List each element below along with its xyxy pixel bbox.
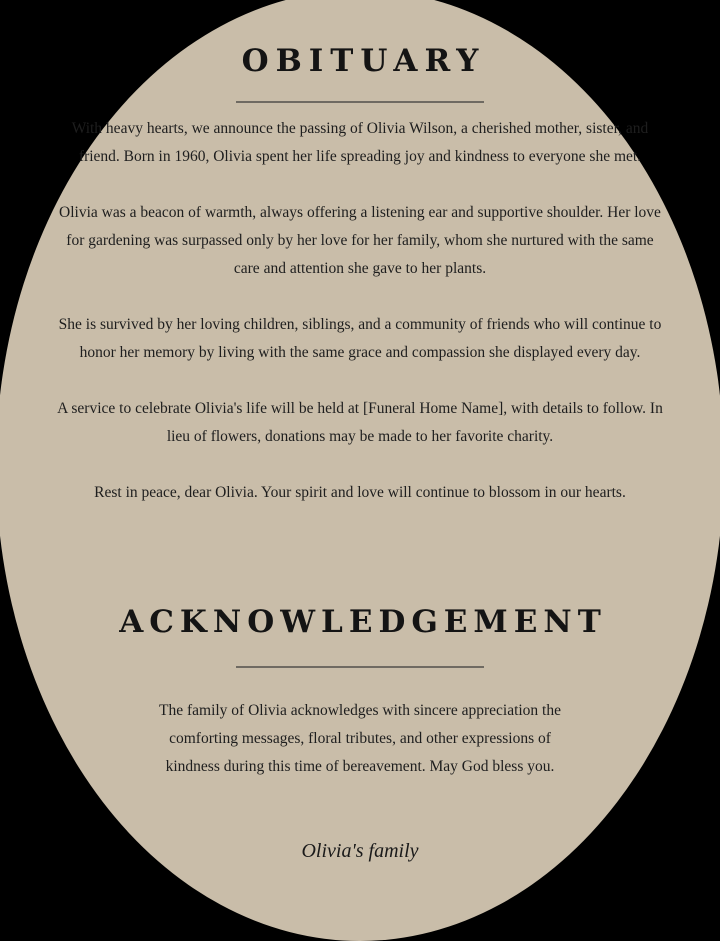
acknowledgement-divider xyxy=(236,666,484,668)
obituary-paragraph: She is survived by her loving children, siblings, and a community of friends who will continue to honor her memory by living with the same grace and compassion she displayed every day. xyxy=(58,316,662,361)
acknowledgement-text: The family of Olivia acknowledges with sincere appreciation the comforting messages, floral tributes, and other expressions of kindness during this time of bereavement. May God bless you. xyxy=(159,702,561,775)
obituary-title: OBITUARY xyxy=(241,43,486,79)
obituary-paragraph: A service to celebrate Olivia's life will be held at [Funeral Home Name], with details to follow. In lieu of flowers, donations may be made to her favorite charity. xyxy=(57,400,663,445)
obituary-paragraph: Olivia was a beacon of warmth, always offering a listening ear and supportive shoulder. Her love for gardening was surpassed only by her love for her family, whom she nurtured with the same care and attention she gave to her plants. xyxy=(59,204,661,277)
obituary-paragraph: Rest in peace, dear Olivia. Your spirit and love will continue to blossom in our hearts. xyxy=(94,484,626,501)
acknowledgement-body xyxy=(150,697,570,781)
obituary-divider xyxy=(236,101,484,103)
obituary-body xyxy=(55,115,665,535)
acknowledgement-title: ACKNOWLEDGEMENT xyxy=(119,604,607,640)
family-signature: Olivia's family xyxy=(301,840,419,862)
obituary-paragraph: With heavy hearts, we announce the passing of Olivia Wilson, a cherished mother, sister, and friend. Born in 1960, Olivia spent her life spreading joy and kindness to everyone she met. xyxy=(71,120,649,165)
